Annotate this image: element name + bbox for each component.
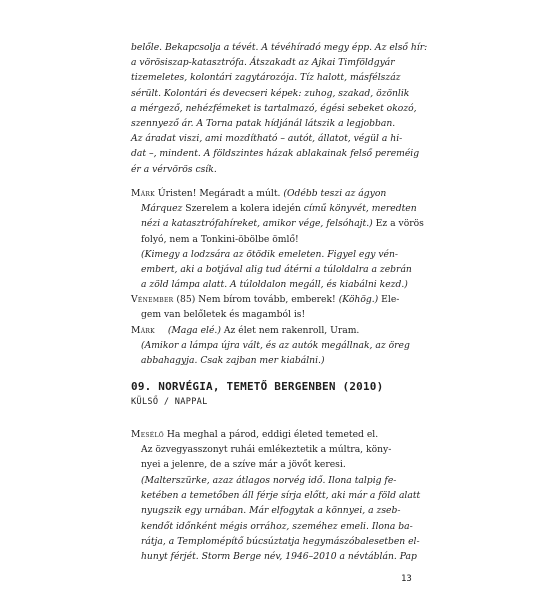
text-line: a vörösiszap-katasztrófa. Átszakadt az Ajkai Timföldgyár <box>131 57 395 69</box>
stage-direction: című könyvét, meredten <box>300 203 417 215</box>
text-line: Az áradat viszi, ami mozdítható – autót, állatot, végül a hi- <box>131 133 403 145</box>
text-line: dat –, mindent. A földszintes házak ablakainak felső pereméig <box>131 148 420 160</box>
dialogue-text: Az élet nem rakenroll, Uram. <box>220 325 360 336</box>
dialogue-text: gem van belőletek és magamból is! <box>141 309 306 321</box>
stage-direction-block <box>131 338 411 368</box>
scene-heading: 09. NORVÉGIA, TEMETŐ BERGENBEN (2010) <box>131 380 384 393</box>
stage-direction: (Odébb teszi az ágyon <box>283 188 387 199</box>
scene-subheading: KÜLSŐ / NAPPAL <box>131 397 208 407</box>
text-line: ér a vérvörös csík. <box>131 163 217 175</box>
stage-direction: nézi a katasztrófahíreket, amikor vége, felsóhajt.) <box>141 218 373 230</box>
text-line: a zöld lámpa alatt. A túloldalon megáll, és kiabálni kezd.) <box>141 279 408 291</box>
text-line: embert, aki a botjával alig tud átérni a túloldalra a zebrán <box>141 264 412 276</box>
dialogue-text: Ez a vörös <box>372 218 424 230</box>
book-title: Szerelem a kolera idején <box>185 203 301 215</box>
dialogue-text: folyó, nem a Tonkini-öbölbe ömlő! <box>141 233 299 245</box>
dialogue-mark <box>131 186 424 247</box>
speaker-age: (85) <box>176 294 196 305</box>
text-line: ketében a temetőben áll férje sírja előtt, aki már a föld alatt <box>141 490 421 502</box>
text-line: tizemeletes, kolontári zagytározója. Tíz halott, másfélszáz <box>131 72 401 84</box>
text-line: abbahagyja. Csak zajban mer kiabálni.) <box>141 355 325 367</box>
text-line: hunyt férjét. Storm Berge név, 1946–2010 a névtáblán. Pap <box>141 551 417 563</box>
text-line: nyugszik egy urnában. Már elfogytak a könnyei, a zseb- <box>141 505 401 517</box>
text-line: sérült. Kolontári és devecseri képek: zuhog, szakad, özönlik <box>131 87 410 99</box>
text-line: kendőt időnként mégis orrához, szeméhez emeli. Ilona ba- <box>141 520 413 532</box>
text-line: (Malterszürke, azaz átlagos norvég idő. Ilona talpig fe- <box>141 475 397 486</box>
stage-direction: (Maga elé.) <box>167 325 221 336</box>
narrative-paragraph <box>131 40 428 177</box>
stage-direction-block <box>131 473 421 564</box>
text-line: rátja, a Templomépítő búcsúztatja hegymászóbalesetben el- <box>141 535 420 547</box>
page-number: 13 <box>401 574 412 584</box>
dialogue-mark-2 <box>131 323 411 338</box>
dialogue-text: Ha meghal a párod, eddigi életed temeted el. <box>166 429 379 440</box>
dialogue-text: Úristen! Megáradt a múlt. <box>157 188 284 199</box>
text-line: (Amikor a lámpa újra vált, és az autók megállnak, az öreg <box>141 340 410 351</box>
dialogue-text: Nem bírom tovább, emberek! <box>195 294 339 305</box>
dialogue-text: Ele- <box>378 294 400 305</box>
dialogue-meselo <box>131 427 411 473</box>
dialogue-venember <box>131 292 411 322</box>
speaker-name: Márk <box>131 188 155 199</box>
stage-direction: (Köhög.) <box>338 294 379 305</box>
speaker-name: Mesélő <box>131 429 164 440</box>
stage-direction-block <box>131 247 411 293</box>
speaker-name: Márk <box>131 325 155 336</box>
text-line: belőle. Bekapcsolja a tévét. A tévéhíradó megy épp. Az első hír: <box>131 42 428 53</box>
text-line: a mérgező, nehézfémeket is tartalmazó, égési sebeket okozó, <box>131 102 417 114</box>
text-line: (Kimegy a lodzsára az ötödik emeleten. Figyel egy vén- <box>141 249 399 260</box>
text-line: szennyező ár. A Torna patak hídjánál látszik a legjobban. <box>131 118 396 130</box>
stage-direction: Márquez <box>141 203 186 215</box>
dialogue-text: nyei a jelenre, de a szíve már a jövőt keresi. <box>141 459 346 471</box>
speaker-name: Vénember <box>131 294 174 305</box>
dialogue-text: Az özvegyasszonyt ruhái emlékeztetik a múltra, köny- <box>141 444 392 456</box>
